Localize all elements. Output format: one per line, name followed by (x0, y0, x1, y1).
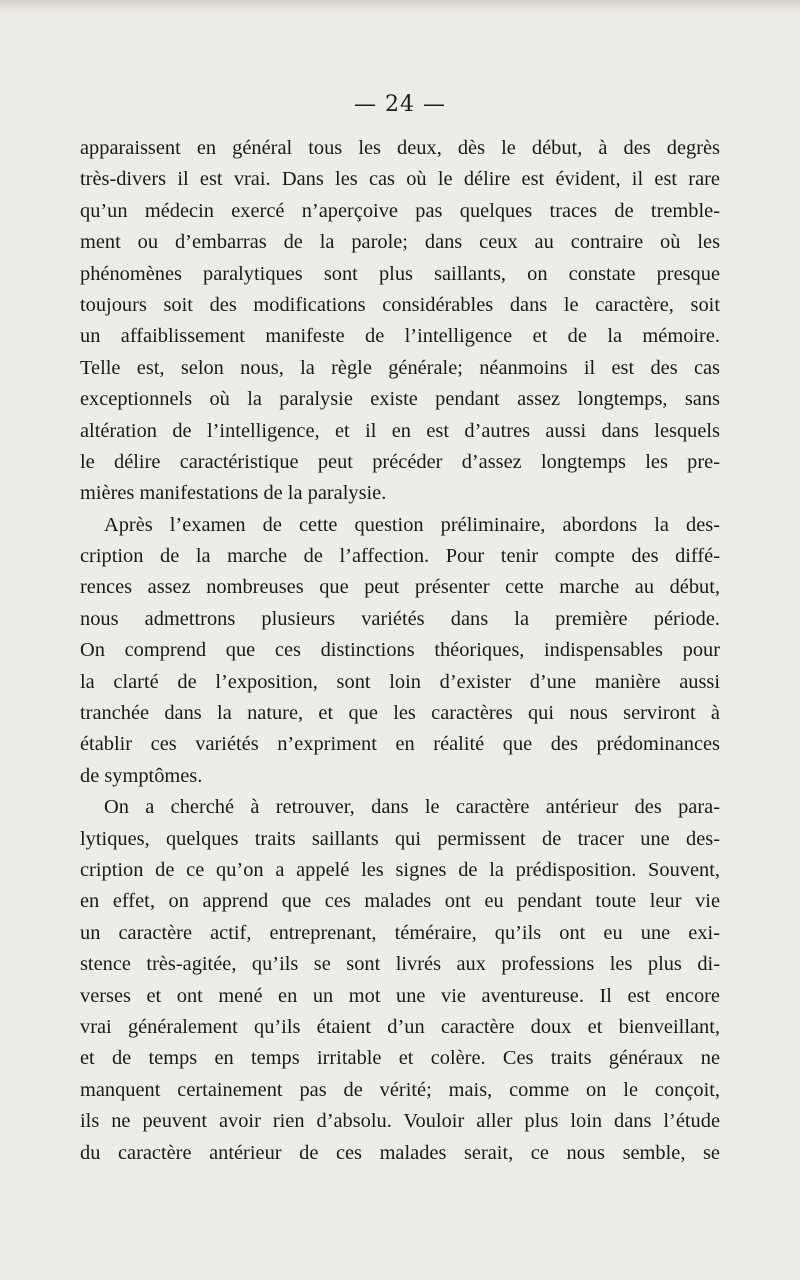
text-line: un caractère actif, entreprenant, téméraire, qu’ils ont eu une exi- (80, 921, 720, 944)
text-line: vrai généralement qu’ils étaient d’un caractère doux et bienveillant, (80, 1015, 720, 1038)
text-line: un affaiblissement manifeste de l’intelligence et de la mémoire. (80, 325, 720, 348)
text-line: On a cherché à retrouver, dans le caractère antérieur des para- (104, 796, 720, 819)
text-line: verses et ont mené en un mot une vie aventureuse. Il est encore (80, 984, 720, 1007)
text-line: toujours soit des modifications considérables dans le caractère, soit (80, 293, 720, 316)
text-line: établir ces variétés n’expriment en réalité que des prédominances (80, 733, 720, 756)
body-text (80, 133, 720, 1169)
text-line: et de temps en temps irritable et colère. Ces traits généraux ne (80, 1047, 720, 1070)
text-line: exceptionnels où la paralysie existe pendant assez longtemps, sans (80, 388, 720, 411)
text-line: très-divers il est vrai. Dans les cas où le délire est évident, il est rare (80, 168, 720, 191)
text-line: cription de la marche de l’affection. Pour tenir compte des diffé- (80, 545, 720, 568)
text-line: qu’un médecin exercé n’aperçoive pas quelques traces de tremble- (80, 199, 720, 222)
text-line: manquent certainement pas de vérité; mais, comme on le conçoit, (80, 1078, 720, 1101)
text-line: stence très-agitée, qu’ils se sont livrés aux professions les plus di- (80, 953, 720, 976)
text-line: apparaissent en général tous les deux, dès le début, à des degrès (80, 137, 720, 159)
text-line: Après l’examen de cette question préliminaire, abordons la des- (104, 513, 720, 536)
text-line: lytiques, quelques traits saillants qui permissent de tracer une des- (80, 827, 720, 850)
text-line: cription de ce qu’on a appelé les signes de la prédisposition. Souvent, (80, 858, 720, 881)
text-line: en effet, on apprend que ces malades ont eu pendant toute leur vie (80, 890, 720, 913)
text-line: altération de l’intelligence, et il en est d’autres aussi dans lesquels (80, 419, 720, 442)
text-line: rences assez nombreuses que peut présenter cette marche au début, (80, 576, 720, 599)
text-line: ment ou d’embarras de la parole; dans ceux au contraire où les (80, 231, 720, 254)
text-line: ils ne peuvent avoir rien d’absolu. Vouloir aller plus loin dans l’étude (80, 1110, 720, 1133)
text-line: phénomènes paralytiques sont plus saillants, on constate presque (80, 262, 720, 285)
text-line: de symptômes. (80, 764, 203, 787)
text-line: du caractère antérieur de ces malades serait, ce nous semble, se (80, 1141, 720, 1164)
text-line: tranchée dans la nature, et que les caractères qui nous serviront à (80, 702, 720, 725)
text-line: Telle est, selon nous, la règle générale; néanmoins il est des cas (80, 356, 720, 379)
text-line: On comprend que ces distinctions théoriques, indispensables pour (80, 639, 720, 662)
page-number: — 24 — (354, 92, 446, 117)
page-edge-shadow (0, 0, 800, 14)
text-line: mières manifestations de la paralysie. (80, 482, 387, 505)
text-line: le délire caractéristique peut précéder d’assez longtemps les pre- (80, 450, 720, 473)
text-line: nous admettrons plusieurs variétés dans la première période. (80, 607, 720, 630)
text-line: la clarté de l’exposition, sont loin d’exister d’une manière aussi (80, 670, 720, 693)
